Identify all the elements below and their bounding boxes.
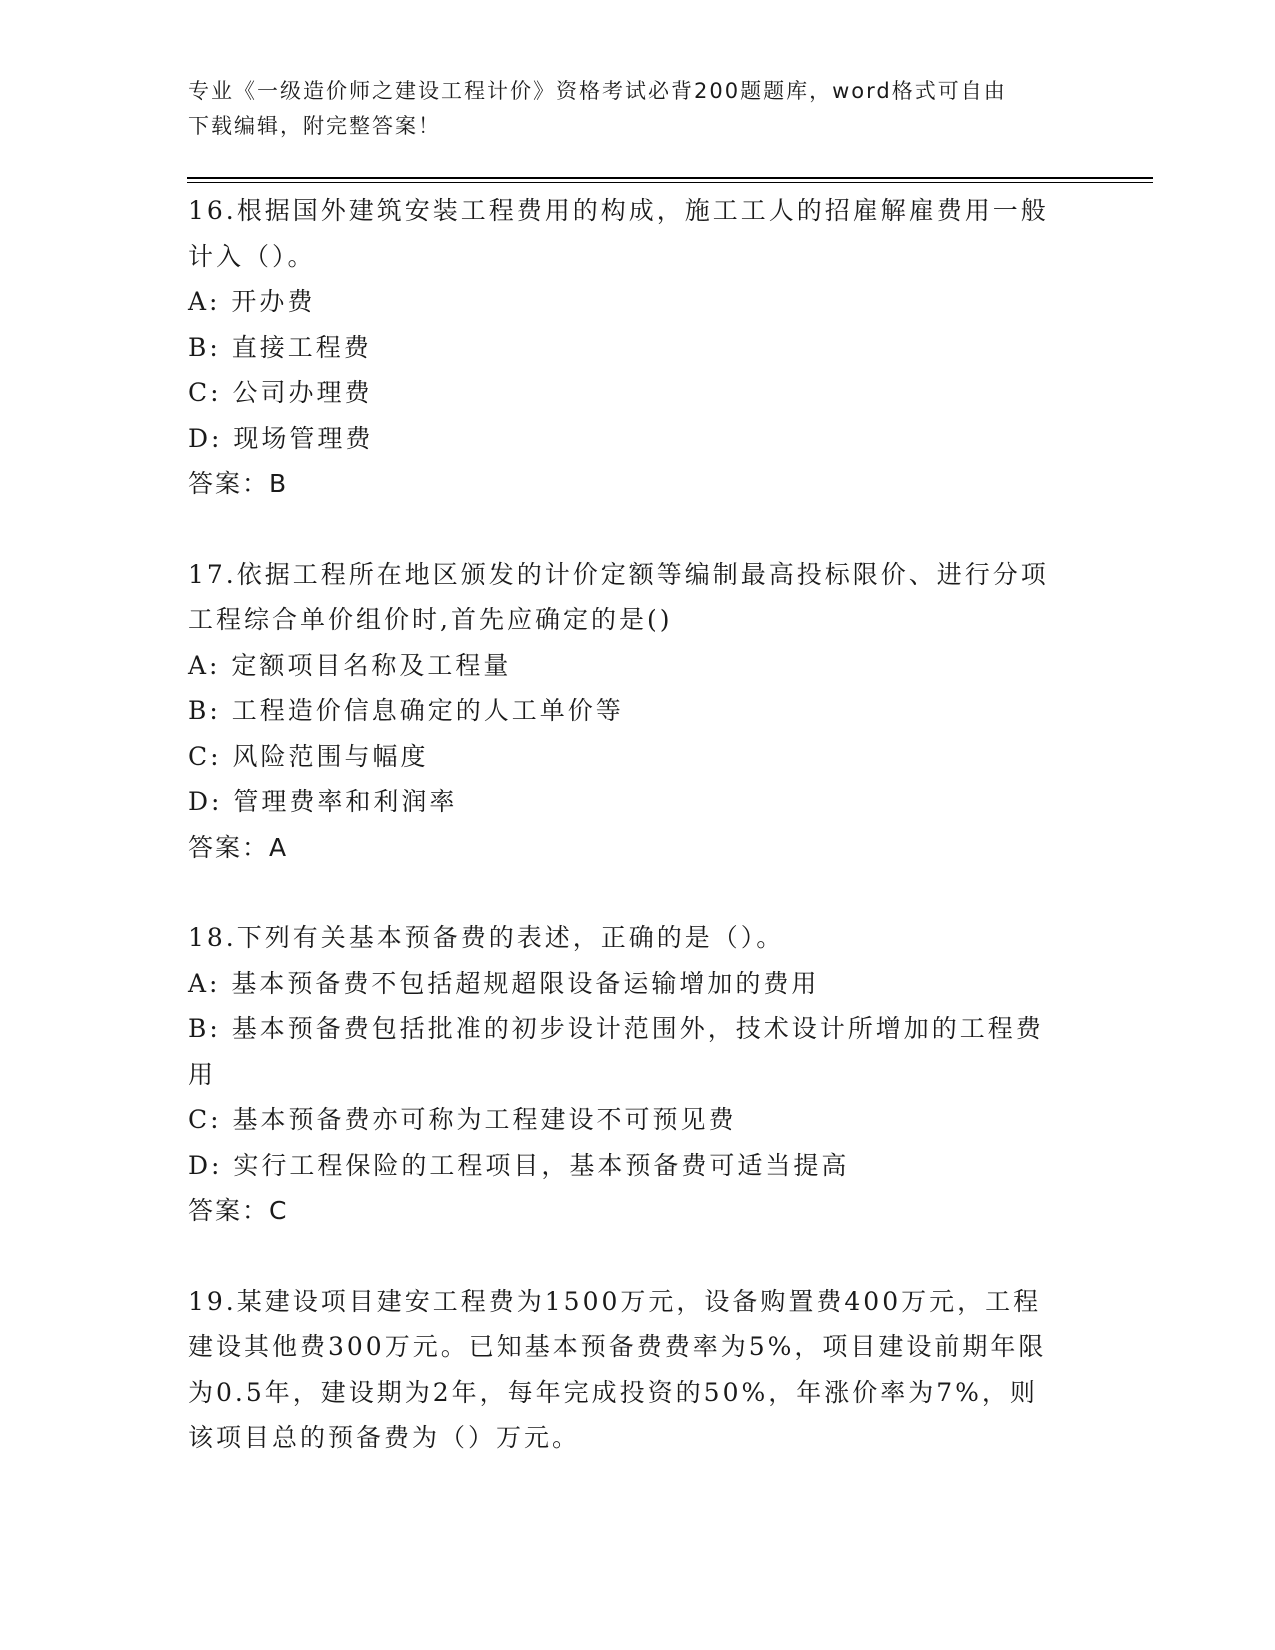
option-c: C: 基本预备费亦可称为工程建设不可预见费	[188, 1105, 737, 1134]
answer-line: 答案：C	[188, 1196, 289, 1225]
question-stem-line: 建设其他费300万元。已知基本预备费费率为5%，项目建设前期年限	[188, 1332, 1047, 1361]
option-a: A: 定额项目名称及工程量	[188, 650, 512, 680]
header-line-2: 下载编辑，附完整答案！	[188, 114, 441, 138]
question-19	[188, 1279, 1088, 1461]
option-a: A: 基本预备费不包括超规超限设备运输增加的费用	[188, 968, 820, 998]
question-17	[188, 552, 1088, 871]
question-stem-line: 19.某建设项目建安工程费为1500万元，设备购置费400万元，工程	[188, 1286, 1042, 1316]
document-header	[188, 74, 1068, 144]
answer-line: 答案：B	[188, 469, 289, 498]
option-d: D: 管理费率和利润率	[188, 787, 458, 816]
question-16	[188, 188, 1088, 507]
option-a: A: 开办费	[188, 287, 316, 316]
option-b: B: 基本预备费包括批准的初步设计范围外，技术设计所增加的工程费	[188, 1014, 1044, 1043]
answer-line: 答案：A	[188, 832, 289, 862]
option-d: D: 现场管理费	[188, 423, 374, 453]
option-c: C: 风险范围与幅度	[188, 741, 429, 771]
option-d: D: 实行工程保险的工程项目，基本预备费可适当提高	[188, 1150, 850, 1180]
question-list	[188, 188, 1088, 1506]
question-18	[188, 915, 1088, 1234]
option-b: B: 直接工程费	[188, 332, 372, 362]
header-line-1: 专业《一级造价师之建设工程计价》资格考试必背200题题库，word格式可自由	[188, 79, 1007, 103]
option-c: C: 公司办理费	[188, 378, 373, 407]
question-stem-line: 17.依据工程所在地区颁发的计价定额等编制最高投标限价、进行分项	[188, 559, 1049, 589]
header-rule-thick	[187, 177, 1153, 179]
question-stem-line: 为0.5年，建设期为2年，每年完成投资的50%，年涨价率为7%，则	[188, 1377, 1038, 1407]
header-rule-thin	[187, 182, 1153, 183]
question-stem-line: 该项目总的预备费为（）万元。	[188, 1423, 581, 1452]
option-b: B: 工程造价信息确定的人工单价等	[188, 696, 624, 725]
question-stem-line: 18.下列有关基本预备费的表述，正确的是（）。	[188, 923, 785, 952]
question-stem-line: 工程综合单价组价时,首先应确定的是()	[188, 605, 673, 634]
question-stem-line: 16.根据国外建筑安装工程费用的构成，施工工人的招雇解雇费用一般	[188, 196, 1049, 225]
question-stem-line: 计入（）。	[188, 241, 316, 271]
option-b-continued: 用	[188, 1059, 217, 1089]
